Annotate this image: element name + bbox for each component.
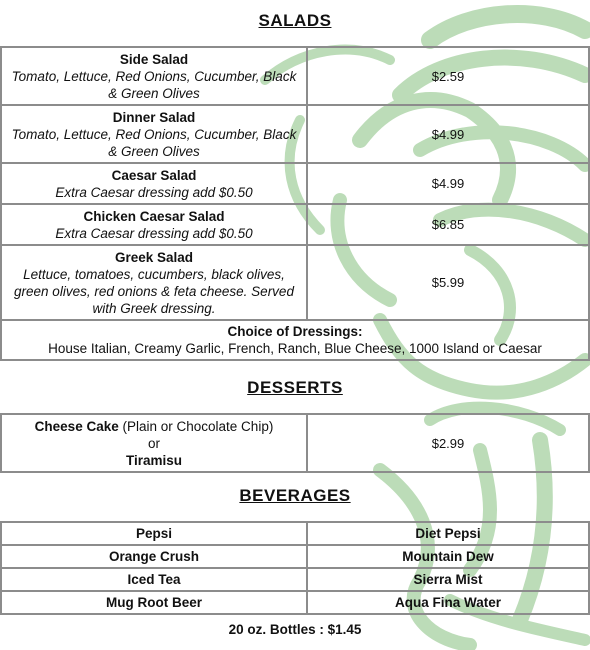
beverage-item: Aqua Fina Water bbox=[307, 591, 589, 614]
beverage-item: Mountain Dew bbox=[307, 545, 589, 568]
dressings-heading: Choice of Dressings: bbox=[227, 324, 363, 339]
item-price: $6.85 bbox=[307, 204, 589, 245]
item-name: Cheese Cake bbox=[34, 418, 119, 434]
item-name: Tiramisu bbox=[125, 452, 183, 468]
beverages-heading: BEVERAGES bbox=[239, 486, 351, 505]
beverage-item: Pepsi bbox=[1, 522, 307, 545]
item-name: Chicken Caesar Salad bbox=[83, 208, 225, 224]
item-price: $2.59 bbox=[307, 47, 589, 105]
beverage-item: Orange Crush bbox=[1, 545, 307, 568]
item-note: (Plain or Chocolate Chip) bbox=[122, 418, 274, 434]
beverages-table bbox=[0, 521, 590, 615]
table-row bbox=[1, 47, 589, 105]
dressings-row bbox=[1, 320, 589, 360]
item-price: $4.99 bbox=[307, 105, 589, 163]
item-name: Dinner Salad bbox=[112, 109, 196, 125]
table-row bbox=[1, 568, 589, 591]
beverage-item: Sierra Mist bbox=[307, 568, 589, 591]
desserts-heading: DESSERTS bbox=[247, 378, 343, 397]
item-description: Extra Caesar dressing add $0.50 bbox=[55, 225, 253, 241]
item-description: Extra Caesar dressing add $0.50 bbox=[55, 184, 253, 200]
salads-heading: SALADS bbox=[258, 11, 332, 30]
beverage-item: Mug Root Beer bbox=[1, 591, 307, 614]
item-name: Caesar Salad bbox=[111, 167, 197, 183]
bottles-note: 20 oz. Bottles : $1.45 bbox=[228, 622, 362, 637]
table-row bbox=[1, 245, 589, 320]
item-description: Lettuce, tomatoes, cucumbers, black olives, green olives, red onions & feta cheese. Served with Greek dressing. bbox=[14, 266, 294, 316]
beverage-item: Iced Tea bbox=[1, 568, 307, 591]
item-description: Tomato, Lettuce, Red Onions, Cucumber, Black & Green Olives bbox=[11, 126, 297, 159]
table-row bbox=[1, 545, 589, 568]
table-row bbox=[1, 414, 589, 472]
table-row bbox=[1, 105, 589, 163]
dressings-list: House Italian, Creamy Garlic, French, Ranch, Blue Cheese, 1000 Island or Caesar bbox=[48, 341, 542, 356]
item-description: Tomato, Lettuce, Red Onions, Cucumber, Black & Green Olives bbox=[11, 68, 297, 101]
item-price: $4.99 bbox=[307, 163, 589, 204]
table-row bbox=[1, 204, 589, 245]
beverage-item: Diet Pepsi bbox=[307, 522, 589, 545]
table-row bbox=[1, 163, 589, 204]
item-price: $5.99 bbox=[307, 245, 589, 320]
item-name: Greek Salad bbox=[114, 249, 194, 265]
desserts-table bbox=[0, 413, 590, 473]
or-text: or bbox=[147, 435, 160, 451]
table-row bbox=[1, 522, 589, 545]
table-row bbox=[1, 591, 589, 614]
item-price: $2.99 bbox=[307, 414, 589, 472]
item-name: Side Salad bbox=[119, 51, 189, 67]
salads-table bbox=[0, 46, 590, 361]
